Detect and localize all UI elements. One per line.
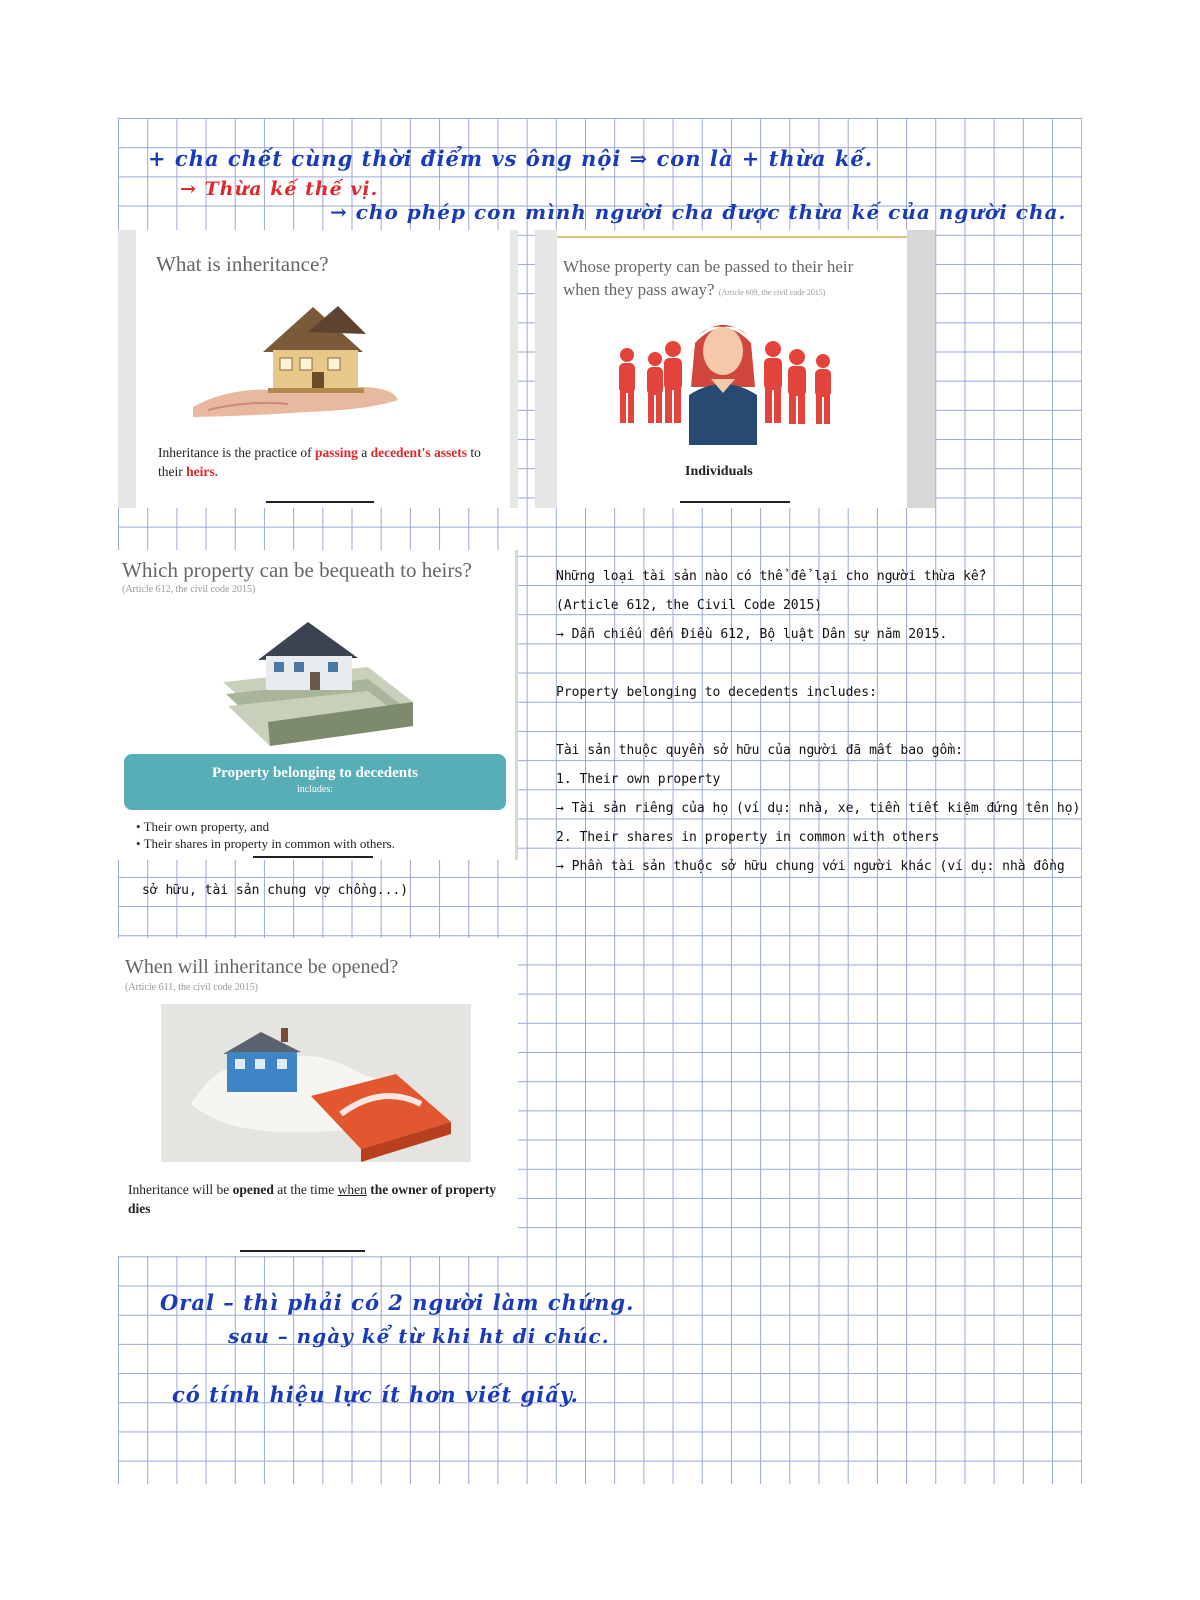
house-gift-image	[161, 1004, 471, 1162]
slide-which-property	[118, 550, 518, 860]
note-line: Property belonging to decedents includes:	[556, 685, 877, 700]
note-spacer	[556, 707, 1080, 736]
slide-edge	[515, 550, 518, 860]
note-spacer	[556, 649, 1080, 678]
slide-when-opened	[115, 938, 518, 1256]
slide-edge	[907, 230, 935, 508]
slide-edge	[510, 230, 518, 508]
handwriting-line: có tính hiệu lực ít hơn viết giấy.	[172, 1382, 579, 1407]
note-line: 2. Their shares in property in common with others	[556, 830, 940, 845]
box-subtitle: includes:	[296, 784, 334, 795]
handwriting-line: Oral – thì phải có 2 người làm chứng.	[160, 1290, 635, 1315]
bullet-item: • Their own property, and	[136, 819, 270, 834]
home-indicator	[266, 501, 374, 503]
slide-edge	[118, 230, 136, 508]
highlight-text: decedent's assets	[370, 445, 467, 460]
bullet-list	[136, 818, 395, 852]
body-text: Inheritance is the practice of	[158, 445, 316, 460]
article-reference: (Article 609, the civil code 2015)	[718, 288, 826, 297]
slide-body	[128, 1180, 508, 1218]
slide-edge	[535, 230, 557, 508]
note-line: Những loại tài sản nào có thể để lại cho người thừa kế?	[556, 569, 987, 584]
house-in-hand-image	[188, 292, 408, 422]
article-reference: (Article 612, the civil code 2015)	[122, 584, 256, 595]
note-line: sở hữu, tài sản chung vợ chồng...)	[142, 883, 409, 898]
slide-caption: Individuals	[685, 464, 753, 479]
slide-title: When will inheritance be opened?	[125, 956, 399, 978]
slide-body	[158, 443, 488, 481]
slide-title: What is inheritance?	[156, 252, 329, 276]
highlight-text: heirs.	[186, 464, 218, 479]
slide-whose-property	[535, 230, 935, 508]
handwriting-line: sau – ngày kể từ khi ht di chúc.	[228, 1324, 610, 1348]
highlight-text: passing	[315, 445, 358, 460]
article-reference: (Article 611, the civil code 2015)	[125, 982, 258, 993]
body-text: to their	[158, 445, 481, 479]
note-line: → Dẫn chiếu đến Điều 612, Bộ luật Dân sự năm 2015.	[556, 627, 948, 642]
body-text: a	[357, 445, 371, 460]
body-text: at the time	[273, 1182, 338, 1197]
house-on-money-image	[218, 612, 418, 752]
slide-title: Which property can be bequeath to heirs?	[122, 558, 472, 582]
home-indicator	[240, 1250, 365, 1252]
notes-block	[556, 562, 1080, 881]
slide-title	[563, 255, 853, 304]
title-line: when they pass away?	[563, 280, 715, 299]
box-title: Property belonging to decedents	[212, 765, 418, 781]
handwriting-line: → cho phép con mình người cha được thừa kế của người cha.	[330, 200, 1067, 224]
underlined-text: when	[337, 1182, 367, 1197]
home-indicator	[680, 501, 790, 503]
people-illustration	[605, 315, 845, 445]
note-line: Tài sản thuộc quyền sở hữu của người đã mất bao gồm:	[556, 743, 963, 758]
handwriting-line: + cha chết cùng thời điểm vs ông nội ⇒ con là + thừa kế.	[148, 146, 874, 171]
bullet-item: • Their shares in property in common with others.	[136, 836, 395, 851]
highlight-box	[124, 754, 506, 810]
note-line: → Phần tài sản thuộc sở hữu chung với người khác (ví dụ: nhà đồng	[556, 859, 1065, 874]
body-text: Inheritance will be	[128, 1182, 233, 1197]
slide-accent-line	[557, 236, 907, 238]
handwriting-line: → Thừa kế thế vị.	[180, 178, 379, 200]
bold-text: opened	[232, 1182, 274, 1197]
title-line: Whose property can be passed to their heir	[563, 257, 854, 276]
slide-what-is-inheritance	[118, 230, 518, 508]
note-line: 1. Their own property	[556, 772, 721, 787]
home-indicator	[253, 856, 373, 858]
note-line: (Article 612, the Civil Code 2015)	[556, 598, 823, 613]
note-line: → Tài sản riêng của họ (ví dụ: nhà, xe, tiền tiết kiệm đứng tên họ)	[556, 801, 1081, 816]
bold-text: the owner of property dies	[128, 1182, 497, 1216]
